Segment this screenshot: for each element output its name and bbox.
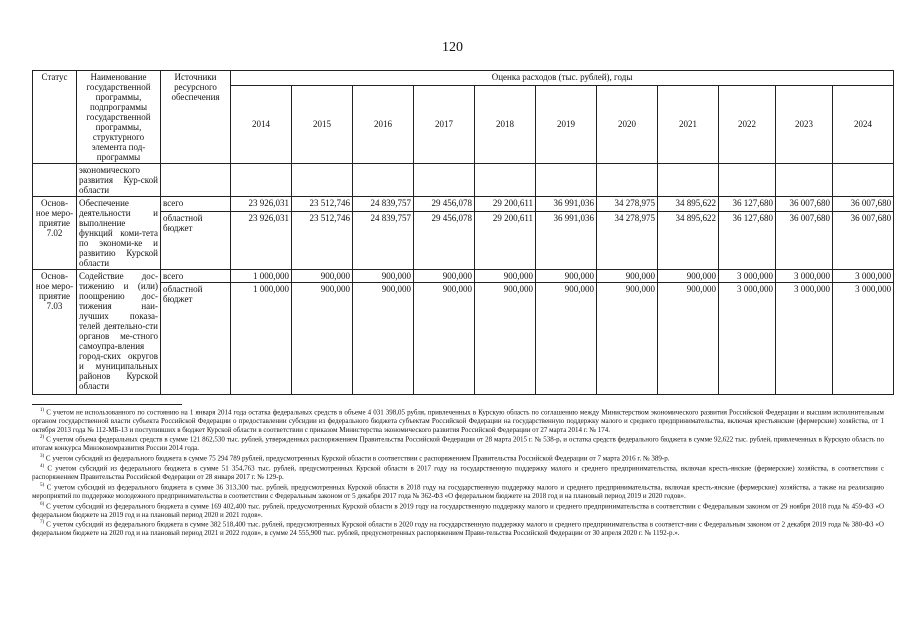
row-source: областной бюджет bbox=[161, 283, 231, 395]
footnote-text: С учетом субсидий из федерального бюджета в сумме 169 402,400 тыс. рублей, предусмотренных Курской области в 2019 году на государственную поддержку малого и среднего предпринимательства в соответствии с Федеральным законом от 29 ноября 2018 года № 459-ФЗ «О федеральном бюджете на 2019 год и на плановый период 2020 и 2021 годов». bbox=[32, 502, 885, 519]
footnote-mark: 5) bbox=[40, 482, 45, 488]
cell-value: 23 512,746 bbox=[292, 212, 353, 270]
row-status: Основ-ное меро-приятие 7.02 bbox=[33, 197, 77, 270]
header-year: 2024 bbox=[833, 85, 894, 163]
header-year: 2016 bbox=[353, 85, 414, 163]
continuation-row bbox=[33, 164, 894, 197]
footnote bbox=[32, 453, 884, 463]
cell-value: 29 200,611 bbox=[475, 197, 536, 212]
cell-value: 3 000,000 bbox=[776, 270, 833, 283]
footnote-mark: 4) bbox=[40, 464, 45, 470]
cell-value: 3 000,000 bbox=[719, 283, 776, 395]
footnote bbox=[32, 407, 884, 434]
header-estimate: Оценка расходов (тыс. рублей), годы bbox=[231, 71, 894, 86]
cell-value: 36 127,680 bbox=[719, 212, 776, 270]
cell-value: 900,000 bbox=[292, 283, 353, 395]
footnote-text: С учетом субсидий из федерального бюджета в сумме 75 294 789 рублей, предусмотренных Курской области в соответствии с распоряжением Правительства Российской Федерации от 7 марта 2016 г. № 389-р. bbox=[45, 454, 670, 463]
cell-value: 900,000 bbox=[536, 283, 597, 395]
row-name: Обеспечение деятельности и выполнение функций коми-тета по экономи-ке и развитию Курской области bbox=[77, 197, 161, 270]
cell-value: 36 007,680 bbox=[833, 197, 894, 212]
footnotes bbox=[32, 407, 884, 538]
cell-value: 23 512,746 bbox=[292, 197, 353, 212]
header-year: 2017 bbox=[414, 85, 475, 163]
row-source: всего bbox=[161, 270, 231, 283]
row-source: всего bbox=[161, 197, 231, 212]
cell-value: 36 991,036 bbox=[536, 197, 597, 212]
table-row bbox=[33, 197, 894, 212]
cell-value: 900,000 bbox=[597, 270, 658, 283]
cell-value: 1 000,000 bbox=[231, 283, 292, 395]
cell-value: 900,000 bbox=[658, 283, 719, 395]
cell-value: 23 926,031 bbox=[231, 212, 292, 270]
footnote-text: С учетом не использованного по состоянию на 1 января 2014 года остатка федеральных средств в объеме 4 031 398,05 рубля, привлеченных в Курскую область по соглашению между Министерством экономического развития Российской Федерации и высшим исполнительным органом государственной власти субъекта Российской Федерации о предоставлении субсидии из федерального бюджета субъектам Российской Федерации на государственную поддержку малого и среднего предпринимательства, включая крестьянские (фермерские) хозяйства, от 1 октября 2013 года № 112-МБ-13 и поступивших в бюджет Курской области в соответствии с приказом Министерства экономического развития Российской Федерации от 27 марта 2014 г. № 174. bbox=[32, 408, 884, 434]
cell-value: 29 200,611 bbox=[475, 212, 536, 270]
cell-value: 3 000,000 bbox=[776, 283, 833, 395]
page-number: 120 bbox=[442, 40, 463, 55]
footnote-mark: 2) bbox=[40, 435, 45, 441]
footnote bbox=[32, 501, 884, 520]
footnote bbox=[32, 434, 884, 453]
cell-value: 900,000 bbox=[353, 283, 414, 395]
cell-value: 900,000 bbox=[536, 270, 597, 283]
budget-table bbox=[32, 70, 894, 395]
footnote-mark: 3) bbox=[40, 454, 45, 460]
cell-value: 29 456,078 bbox=[414, 197, 475, 212]
footnote bbox=[32, 482, 884, 501]
header-year: 2022 bbox=[719, 85, 776, 163]
cell-value: 900,000 bbox=[414, 270, 475, 283]
header-year: 2014 bbox=[231, 85, 292, 163]
cell-value: 34 278,975 bbox=[597, 197, 658, 212]
cell-value: 3 000,000 bbox=[833, 283, 894, 395]
header-year: 2018 bbox=[475, 85, 536, 163]
table-row bbox=[33, 283, 894, 395]
row-source: областной бюджет bbox=[161, 212, 231, 270]
cell-value: 3 000,000 bbox=[719, 270, 776, 283]
header-year: 2019 bbox=[536, 85, 597, 163]
header-sources: Источники ресурсного обеспечения bbox=[161, 71, 231, 164]
cell-value: 36 991,036 bbox=[536, 212, 597, 270]
footnote-text: С учетом субсидий из федерального бюджета в сумме 36 313,300 тыс. рублей, предусмотренных Курской области в 2018 году на государственную поддержку малого и среднего предпринимательства, включая кресть-янские (фермерские) хозяйства, а также на реализацию мероприятий по поддержке молодежного предпринимательства в соответствии с Федеральным законом от 5 декабря 2017 года № 362-ФЗ «О федеральном бюджете на 2018 год и на плановый период 2019 и 2020 годов». bbox=[32, 483, 885, 500]
row-status: Основ-ное меро-приятие 7.03 bbox=[33, 270, 77, 395]
cell-value: 24 839,757 bbox=[353, 212, 414, 270]
cell-value: 900,000 bbox=[292, 270, 353, 283]
footnote-mark: 7) bbox=[40, 520, 45, 526]
footnote bbox=[32, 519, 884, 538]
footnote-text: С учетом субсидий из федерального бюджета в сумме 382 518,400 тыс. рублей, предусмотренных Курской области в 2020 году на государственную поддержку малого и среднего предпринимательства в соответст-вии с Федеральным законом от 2 декабря 2019 года № 380-ФЗ «О федеральном бюджете на 2020 год и на плановый период 2021 и 2022 годов», в сумме 24 555,900 тыс. рублей, предусмотренных распоряжением Прави-тельства Российской Федерации от 30 апреля 2020 г. № 1192-р.». bbox=[32, 520, 884, 538]
cell-value: 36 007,680 bbox=[833, 212, 894, 270]
footnote-divider bbox=[32, 404, 182, 405]
cell-value: 34 895,622 bbox=[658, 212, 719, 270]
cell-value: 900,000 bbox=[475, 283, 536, 395]
footnote-mark: 1) bbox=[40, 408, 45, 413]
cell-value: 36 127,680 bbox=[719, 197, 776, 212]
cell-value: 900,000 bbox=[475, 270, 536, 283]
cell-value: 1 000,000 bbox=[231, 270, 292, 283]
continuation-name: экономического развития Кур-ской области bbox=[77, 164, 161, 197]
table-row bbox=[33, 270, 894, 283]
footnote bbox=[32, 463, 884, 482]
header-year: 2015 bbox=[292, 85, 353, 163]
footnote-text: С учетом объема федеральных средств в сумме 121 862,530 тыс. рублей, утвержденных распоряжением Правительства Российской Федерации от 28 марта 2015 г. № 538-р, и остатка средств федерального бюджета в сумме 92,622 тыс. рублей, привлеченных в Курскую область по итогам конкурса Минэкономразвития России 2014 года. bbox=[32, 435, 884, 453]
header-status: Статус bbox=[33, 71, 77, 164]
cell-value: 900,000 bbox=[658, 270, 719, 283]
cell-value: 29 456,078 bbox=[414, 212, 475, 270]
cell-value: 900,000 bbox=[414, 283, 475, 395]
cell-value: 24 839,757 bbox=[353, 197, 414, 212]
cell-value: 23 926,031 bbox=[231, 197, 292, 212]
header-year: 2021 bbox=[658, 85, 719, 163]
cell-value: 900,000 bbox=[353, 270, 414, 283]
cell-value: 900,000 bbox=[597, 283, 658, 395]
cell-value: 36 007,680 bbox=[776, 212, 833, 270]
header-year: 2020 bbox=[597, 85, 658, 163]
header-name: Наименование государственной программы, подпрограммы государственной программы, структурного элемента под-программы bbox=[77, 71, 161, 164]
table-row bbox=[33, 212, 894, 270]
cell-value: 34 278,975 bbox=[597, 212, 658, 270]
cell-value: 36 007,680 bbox=[776, 197, 833, 212]
header-year: 2023 bbox=[776, 85, 833, 163]
footnote-mark: 6) bbox=[40, 501, 45, 507]
row-name: Содействие дос-тижению и (или) поощрению дос-тижения наи-лучших показа-телей деятельно-сти органов ме-стного самоупра-вления город-ских округов и муниципальных районов Курской области bbox=[77, 270, 161, 395]
footnote-text: С учетом субсидий из федерального бюджета в сумме 51 354,763 тыс. рублей, предусмотренных Курской области в 2017 году на государственную поддержку малого и среднего предпринимательства, включая кресть-янские (фермерские) хозяйства, в соответствии с распоряжением Правительства Российской Федерации от 28 января 2017 г. № 129-р. bbox=[32, 464, 885, 482]
cell-value: 34 895,622 bbox=[658, 197, 719, 212]
cell-value: 3 000,000 bbox=[833, 270, 894, 283]
